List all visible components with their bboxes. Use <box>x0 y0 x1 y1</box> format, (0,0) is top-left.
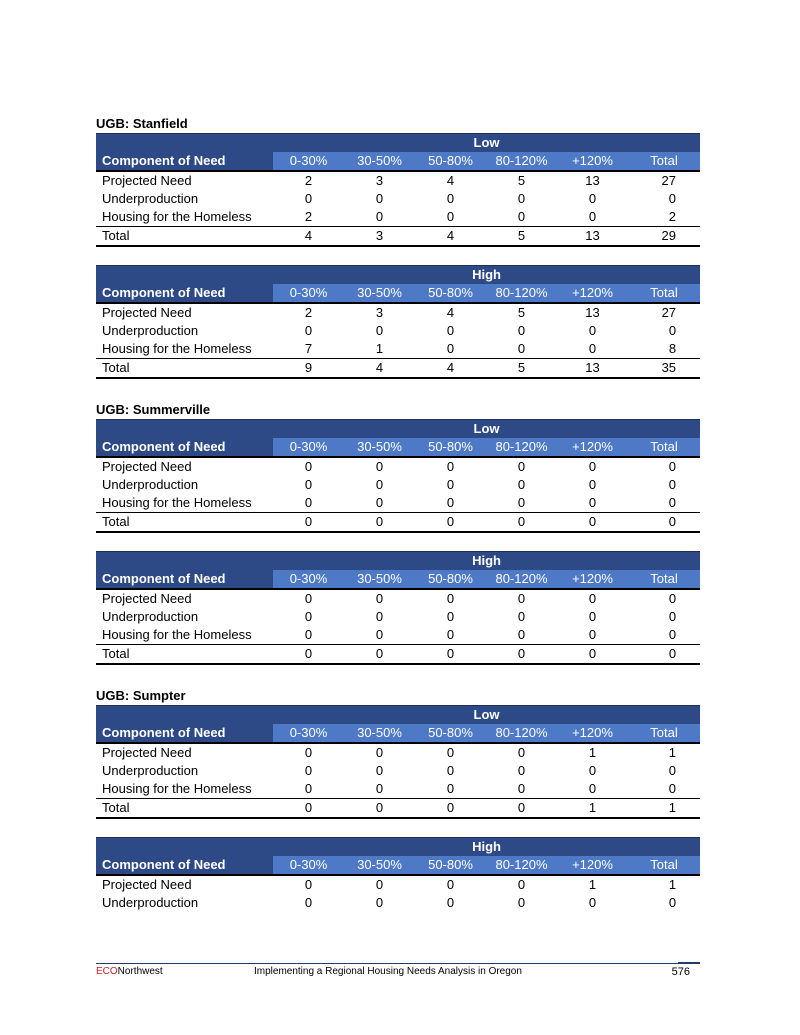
table-row <box>96 190 700 208</box>
table-row <box>96 645 700 665</box>
column-header: 50-80% <box>415 438 486 457</box>
cell-value: 4 <box>344 359 415 379</box>
cell-value: 0 <box>415 513 486 533</box>
row-label: Underproduction <box>102 895 199 910</box>
cell-value: 0 <box>517 191 526 206</box>
cell-value: 0 <box>628 513 700 533</box>
table-head <box>96 266 700 304</box>
cell-value: 0 <box>304 459 313 474</box>
cell-value: 1 <box>588 745 597 760</box>
cell-value: 0 <box>375 191 384 206</box>
header-row <box>96 284 700 303</box>
cell-value: 0 <box>375 323 384 338</box>
need-table-high <box>96 265 700 379</box>
table-row <box>96 589 700 608</box>
cell-value: 5 <box>486 227 557 247</box>
cell-value: 13 <box>585 173 600 188</box>
table-row <box>96 476 700 494</box>
cell-value: 0 <box>517 895 526 910</box>
row-label: Total <box>96 359 273 379</box>
cell-value: 0 <box>304 609 313 624</box>
row-label: Total <box>96 645 273 665</box>
cell-value: 0 <box>304 895 313 910</box>
cell-value: 0 <box>273 494 344 513</box>
table-row <box>96 799 700 819</box>
row-label: Projected Need <box>102 745 192 760</box>
cell-value: 27 <box>661 305 677 320</box>
cell-value: 0 <box>588 191 597 206</box>
cell-value: 0 <box>304 477 313 492</box>
cell-value: 0 <box>517 591 526 606</box>
column-header: 50-80% <box>415 856 486 875</box>
table-head <box>96 134 700 172</box>
row-label: Housing for the Homeless <box>96 780 273 799</box>
cell-value: 0 <box>415 340 486 359</box>
cell-value: 0 <box>304 763 313 778</box>
column-header: 30-50% <box>344 284 415 303</box>
cell-value: 0 <box>517 763 526 778</box>
column-header: 0-30% <box>273 570 344 589</box>
cell-value: 5 <box>517 305 526 320</box>
need-table-low <box>96 133 700 247</box>
column-header: +120% <box>557 570 628 589</box>
header-row <box>96 152 700 171</box>
need-table-high <box>96 837 700 912</box>
column-header: Total <box>628 152 700 171</box>
cell-value: 0 <box>375 477 384 492</box>
table-row <box>96 513 700 533</box>
cell-value: 0 <box>344 494 415 513</box>
table-head <box>96 552 700 590</box>
table-row <box>96 875 700 894</box>
cell-value: 2 <box>628 208 700 227</box>
row-label: Underproduction <box>102 191 199 206</box>
cell-value: 0 <box>668 609 677 624</box>
cell-value: 3 <box>344 227 415 247</box>
cell-value: 0 <box>446 763 455 778</box>
cell-value: 0 <box>273 626 344 645</box>
table-row <box>96 608 700 626</box>
table-row <box>96 303 700 322</box>
need-table-high <box>96 551 700 665</box>
row-label: Projected Need <box>102 459 192 474</box>
column-header: 0-30% <box>273 724 344 743</box>
cell-value: 0 <box>517 745 526 760</box>
cell-value: 0 <box>517 477 526 492</box>
table-body <box>96 875 700 912</box>
cell-value: 0 <box>446 609 455 624</box>
cell-value: 1 <box>668 877 677 892</box>
section-title: UGB: Sumpter <box>96 688 186 703</box>
cell-value: 0 <box>304 877 313 892</box>
section-spacer <box>96 665 700 687</box>
row-label: Housing for the Homeless <box>96 494 273 513</box>
cell-value: 1 <box>588 877 597 892</box>
row-label: Total <box>96 227 273 247</box>
cell-value: 0 <box>557 780 628 799</box>
column-header: 50-80% <box>415 284 486 303</box>
column-header: 0-30% <box>273 438 344 457</box>
band-row <box>96 420 700 439</box>
column-header: +120% <box>557 284 628 303</box>
column-header: Total <box>628 724 700 743</box>
cell-value: 0 <box>588 591 597 606</box>
column-header: 50-80% <box>415 724 486 743</box>
cell-value: 4 <box>415 359 486 379</box>
column-header: 0-30% <box>273 152 344 171</box>
row-label: Projected Need <box>102 591 192 606</box>
table-row <box>96 626 700 645</box>
table-body <box>96 743 700 818</box>
cell-value: 0 <box>486 340 557 359</box>
cell-value: 0 <box>446 191 455 206</box>
column-header: Component of Need <box>96 856 273 875</box>
table-row <box>96 457 700 476</box>
column-header: 30-50% <box>344 152 415 171</box>
need-table-low <box>96 705 700 819</box>
page-footer <box>96 963 700 980</box>
cell-value: 0 <box>557 513 628 533</box>
cell-value: 4 <box>415 227 486 247</box>
band-row <box>96 838 700 857</box>
row-label: Total <box>96 513 273 533</box>
table-body <box>96 457 700 532</box>
cell-value: 0 <box>446 477 455 492</box>
row-label: Projected Need <box>102 173 192 188</box>
cell-value: 0 <box>446 459 455 474</box>
column-header: +120% <box>557 152 628 171</box>
cell-value: 0 <box>588 477 597 492</box>
column-header: Component of Need <box>96 570 273 589</box>
row-label: Underproduction <box>102 763 199 778</box>
column-header: 30-50% <box>344 438 415 457</box>
column-header: 0-30% <box>273 856 344 875</box>
cell-value: 0 <box>668 323 677 338</box>
header-row <box>96 724 700 743</box>
report-content <box>96 115 700 912</box>
cell-value: 0 <box>517 609 526 624</box>
cell-value: 0 <box>588 459 597 474</box>
table-row <box>96 780 700 799</box>
table-row <box>96 894 700 912</box>
header-row <box>96 438 700 457</box>
column-header: Total <box>628 856 700 875</box>
cell-value: 29 <box>628 227 700 247</box>
row-label: Underproduction <box>102 609 199 624</box>
row-label: Total <box>96 799 273 819</box>
row-label: Housing for the Homeless <box>96 340 273 359</box>
column-header: 30-50% <box>344 724 415 743</box>
table-head <box>96 838 700 876</box>
cell-value: 2 <box>304 305 313 320</box>
cell-value: 0 <box>486 780 557 799</box>
cell-value: 0 <box>486 513 557 533</box>
section-title: UGB: Stanfield <box>96 116 188 131</box>
column-header: 50-80% <box>415 152 486 171</box>
cell-value: 4 <box>446 305 455 320</box>
cell-value: 0 <box>375 745 384 760</box>
cell-value: 0 <box>375 763 384 778</box>
row-label: Underproduction <box>102 477 199 492</box>
table-row <box>96 359 700 379</box>
cell-value: 27 <box>661 173 676 188</box>
table-body <box>96 303 700 378</box>
column-header: 80-120% <box>486 724 557 743</box>
cell-value: 0 <box>668 895 677 910</box>
cell-value: 0 <box>415 208 486 227</box>
cell-value: 13 <box>557 359 628 379</box>
band-row <box>96 134 700 153</box>
footer-brand <box>96 964 163 980</box>
column-header: 80-120% <box>486 284 557 303</box>
header-row <box>96 570 700 589</box>
footer-brand-prefix: ECO <box>96 966 118 977</box>
cell-value: 0 <box>304 745 313 760</box>
cell-value: 0 <box>375 609 384 624</box>
cell-value: 0 <box>415 780 486 799</box>
cell-value: 8 <box>628 340 700 359</box>
cell-value: 0 <box>375 895 384 910</box>
cell-value: 0 <box>628 780 700 799</box>
cell-value: 2 <box>304 173 313 188</box>
scenario-band: High <box>96 838 700 857</box>
cell-value: 0 <box>304 323 313 338</box>
row-label: Underproduction <box>102 323 199 338</box>
footer-document-title: Implementing a Regional Housing Needs Analysis in Oregon <box>254 966 522 977</box>
cell-value: 0 <box>486 494 557 513</box>
cell-value: 1 <box>344 340 415 359</box>
cell-value: 0 <box>668 459 676 474</box>
band-row <box>96 552 700 571</box>
cell-value: 0 <box>415 645 486 665</box>
cell-value: 0 <box>668 191 676 206</box>
cell-value: 2 <box>273 208 344 227</box>
table-head <box>96 420 700 458</box>
cell-value: 0 <box>588 763 597 778</box>
row-label: Projected Need <box>102 877 192 892</box>
scenario-band: High <box>96 266 700 285</box>
cell-value: 35 <box>628 359 700 379</box>
table-spacer <box>96 819 700 837</box>
column-header: Component of Need <box>96 438 273 457</box>
cell-value: 0 <box>446 591 455 606</box>
cell-value: 0 <box>668 591 677 606</box>
cell-value: 0 <box>446 323 455 338</box>
cell-value: 0 <box>375 877 384 892</box>
table-row <box>96 494 700 513</box>
band-row <box>96 706 700 725</box>
cell-value: 1 <box>628 799 700 819</box>
cell-value: 5 <box>517 173 526 188</box>
cell-value: 0 <box>557 340 628 359</box>
cell-value: 4 <box>446 173 455 188</box>
cell-value: 0 <box>344 513 415 533</box>
footer-page-number: 576 <box>671 966 690 978</box>
cell-value: 0 <box>415 799 486 819</box>
cell-value: 0 <box>486 799 557 819</box>
cell-value: 7 <box>273 340 344 359</box>
cell-value: 0 <box>557 208 628 227</box>
cell-value: 5 <box>486 359 557 379</box>
cell-value: 0 <box>446 895 455 910</box>
table-row <box>96 322 700 340</box>
cell-value: 0 <box>344 799 415 819</box>
need-table-low <box>96 419 700 533</box>
table-body <box>96 171 700 246</box>
cell-value: 9 <box>273 359 344 379</box>
cell-value: 0 <box>668 477 676 492</box>
cell-value: 0 <box>517 323 526 338</box>
column-header: Component of Need <box>96 724 273 743</box>
cell-value: 0 <box>628 626 700 645</box>
cell-value: 0 <box>557 494 628 513</box>
column-header: 30-50% <box>344 856 415 875</box>
column-header: 80-120% <box>486 856 557 875</box>
cell-value: 0 <box>628 494 700 513</box>
cell-value: 0 <box>517 877 526 892</box>
cell-value: 0 <box>344 626 415 645</box>
cell-value: 0 <box>344 645 415 665</box>
cell-value: 0 <box>344 208 415 227</box>
row-label: Housing for the Homeless <box>96 626 273 645</box>
column-header: Total <box>628 438 700 457</box>
section-spacer <box>96 379 700 401</box>
cell-value: 0 <box>415 626 486 645</box>
column-header: 0-30% <box>273 284 344 303</box>
cell-value: 0 <box>273 513 344 533</box>
cell-value: 3 <box>375 305 384 320</box>
table-row <box>96 227 700 247</box>
table-row <box>96 171 700 190</box>
cell-value: 0 <box>415 494 486 513</box>
column-header: Total <box>628 570 700 589</box>
cell-value: 0 <box>375 591 384 606</box>
column-header: 80-120% <box>486 570 557 589</box>
table-row <box>96 340 700 359</box>
column-header: Total <box>628 284 700 303</box>
column-header: 80-120% <box>486 438 557 457</box>
column-header: 50-80% <box>415 570 486 589</box>
column-header: +120% <box>557 856 628 875</box>
cell-value: 0 <box>446 877 455 892</box>
cell-value: 0 <box>557 626 628 645</box>
cell-value: 13 <box>585 305 600 320</box>
band-row <box>96 266 700 285</box>
scenario-band: Low <box>96 134 700 153</box>
section-title: UGB: Summerville <box>96 402 211 417</box>
cell-value: 0 <box>668 763 676 778</box>
table-head <box>96 706 700 744</box>
cell-value: 0 <box>628 645 700 665</box>
column-header: Component of Need <box>96 152 273 171</box>
cell-value: 0 <box>486 208 557 227</box>
column-header: +120% <box>557 438 628 457</box>
cell-value: 0 <box>375 459 384 474</box>
row-label: Projected Need <box>102 305 192 320</box>
cell-value: 0 <box>304 191 313 206</box>
cell-value: 0 <box>486 645 557 665</box>
column-header: Component of Need <box>96 284 273 303</box>
cell-value: 4 <box>273 227 344 247</box>
cell-value: 0 <box>446 745 455 760</box>
column-header: +120% <box>557 724 628 743</box>
row-label: Housing for the Homeless <box>96 208 273 227</box>
cell-value: 0 <box>588 609 597 624</box>
header-row <box>96 856 700 875</box>
cell-value: 0 <box>517 459 526 474</box>
footer-brand-suffix: Northwest <box>117 966 163 977</box>
cell-value: 1 <box>557 799 628 819</box>
cell-value: 0 <box>588 323 597 338</box>
table-row <box>96 762 700 780</box>
cell-value: 0 <box>273 780 344 799</box>
table-spacer <box>96 247 700 265</box>
table-body <box>96 589 700 664</box>
cell-value: 0 <box>344 780 415 799</box>
cell-value: 1 <box>668 745 676 760</box>
cell-value: 0 <box>273 799 344 819</box>
cell-value: 0 <box>486 626 557 645</box>
scenario-band: Low <box>96 420 700 439</box>
cell-value: 3 <box>375 173 384 188</box>
scenario-band: High <box>96 552 700 571</box>
table-row <box>96 208 700 227</box>
cell-value: 0 <box>557 645 628 665</box>
cell-value: 13 <box>557 227 628 247</box>
cell-value: 0 <box>273 645 344 665</box>
scenario-band: Low <box>96 706 700 725</box>
column-header: 80-120% <box>486 152 557 171</box>
table-row <box>96 743 700 762</box>
cell-value: 0 <box>588 895 597 910</box>
cell-value: 0 <box>304 591 313 606</box>
column-header: 30-50% <box>344 570 415 589</box>
table-spacer <box>96 533 700 551</box>
